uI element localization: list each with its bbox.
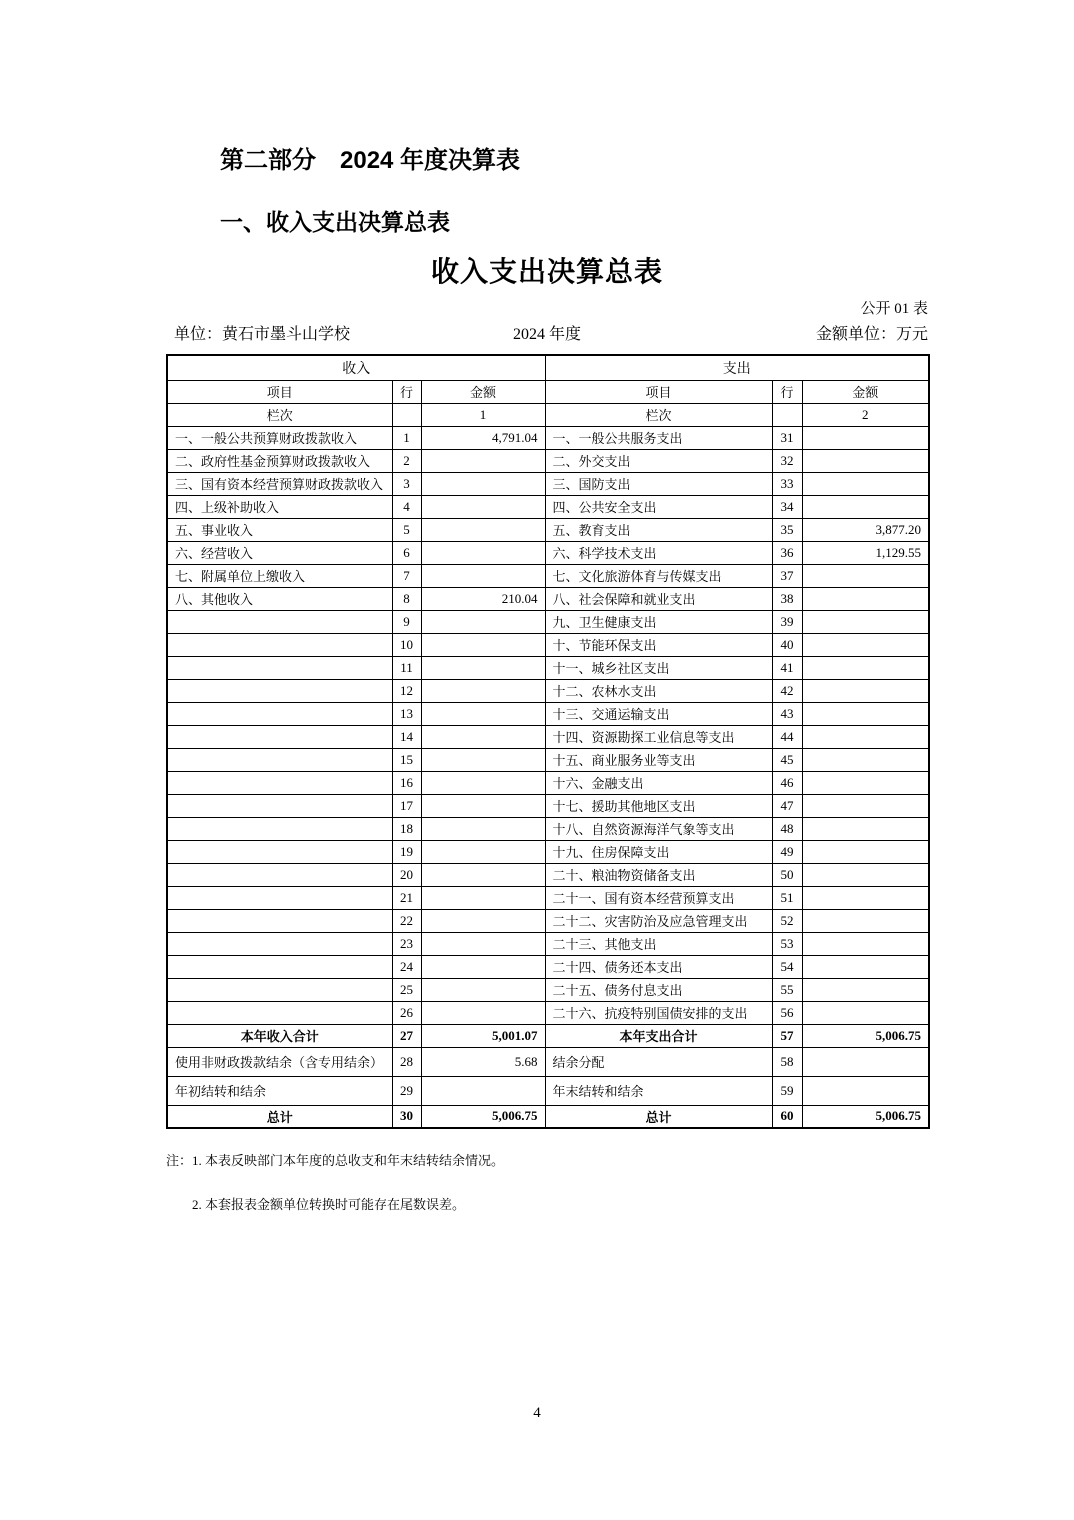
income-item-cell: 使用非财政拨款结余（含专用结余） (167, 1047, 392, 1076)
income-line-cell: 9 (392, 610, 421, 633)
expense-amount-cell (802, 886, 929, 909)
income-line-cell: 10 (392, 633, 421, 656)
table-row (167, 863, 929, 886)
income-amount-cell (421, 495, 545, 518)
income-item-cell (167, 955, 392, 978)
expense-line-cell: 54 (772, 955, 802, 978)
table-row (167, 426, 929, 449)
expense-line-cell: 49 (772, 840, 802, 863)
expense-amount-cell (802, 702, 929, 725)
income-item-cell: 一、一般公共预算财政拨款收入 (167, 426, 392, 449)
table-row (167, 472, 929, 495)
income-amount-cell (421, 817, 545, 840)
income-amount-cell (421, 1076, 545, 1105)
income-item-cell (167, 932, 392, 955)
expense-item-cell: 二十一、国有资本经营预算支出 (545, 886, 772, 909)
income-line-header: 行 (392, 380, 421, 403)
income-item-cell (167, 1001, 392, 1024)
income-line-cell: 18 (392, 817, 421, 840)
expense-line-cell: 43 (772, 702, 802, 725)
expense-amount-cell (802, 587, 929, 610)
expense-line-cell: 41 (772, 656, 802, 679)
expense-item-cell: 五、教育支出 (545, 518, 772, 541)
income-amount-cell (421, 909, 545, 932)
expense-line-cell: 44 (772, 725, 802, 748)
table-row (167, 771, 929, 794)
expense-item-cell: 十四、资源勘探工业信息等支出 (545, 725, 772, 748)
expense-amount-cell (802, 771, 929, 794)
income-index-line-cell (392, 403, 421, 426)
expense-item-cell: 二、外交支出 (545, 449, 772, 472)
income-amount-cell (421, 472, 545, 495)
amount-unit-label: 金额单位：万元 (815, 326, 928, 343)
expense-item-cell: 年末结转和结余 (545, 1076, 772, 1105)
income-amount-cell (421, 518, 545, 541)
expense-item-cell: 二十、粮油物资储备支出 (545, 863, 772, 886)
income-amount-cell (421, 656, 545, 679)
income-amount-cell (421, 978, 545, 1001)
income-item-cell: 七、附属单位上缴收入 (167, 564, 392, 587)
expense-item-cell: 十五、商业服务业等支出 (545, 748, 772, 771)
expense-line-cell: 38 (772, 587, 802, 610)
income-item-cell (167, 886, 392, 909)
expense-line-cell: 42 (772, 679, 802, 702)
expense-amount-cell (802, 794, 929, 817)
income-line-cell: 23 (392, 932, 421, 955)
expense-item-cell: 三、国防支出 (545, 472, 772, 495)
table-group-header-row (167, 355, 929, 380)
expense-item-cell: 六、科学技术支出 (545, 541, 772, 564)
income-line-cell: 7 (392, 564, 421, 587)
income-item-cell (167, 909, 392, 932)
income-line-cell: 22 (392, 909, 421, 932)
expense-item-cell: 十九、住房保障支出 (545, 840, 772, 863)
table-title: 收入支出决算总表 (430, 257, 663, 288)
income-item-cell: 本年收入合计 (167, 1024, 392, 1047)
expense-line-cell: 51 (772, 886, 802, 909)
table-row (167, 1001, 929, 1024)
income-line-cell: 27 (392, 1024, 421, 1047)
expense-item-cell: 十三、交通运输支出 (545, 702, 772, 725)
expense-line-cell: 46 (772, 771, 802, 794)
expense-item-cell: 十六、金融支出 (545, 771, 772, 794)
income-amount-cell (421, 449, 545, 472)
income-amount-cell (421, 955, 545, 978)
income-amount-cell (421, 794, 545, 817)
income-item-cell (167, 978, 392, 1001)
income-column-number: 1 (421, 403, 545, 426)
income-line-cell: 30 (392, 1105, 421, 1128)
income-line-cell: 14 (392, 725, 421, 748)
table-row (167, 1047, 929, 1076)
income-item-cell: 六、经营收入 (167, 541, 392, 564)
expense-item-cell: 四、公共安全支出 (545, 495, 772, 518)
income-line-cell: 2 (392, 449, 421, 472)
income-amount-cell (421, 564, 545, 587)
expense-amount-cell (802, 1001, 929, 1024)
income-item-cell: 四、上级补助收入 (167, 495, 392, 518)
expense-group-header: 支出 (545, 355, 929, 380)
expense-line-cell: 35 (772, 518, 802, 541)
table-row (167, 518, 929, 541)
fiscal-year-label: 2024 年度 (512, 326, 582, 343)
income-amount-cell: 5.68 (421, 1047, 545, 1076)
expense-amount-cell: 5,006.75 (802, 1105, 929, 1128)
income-amount-cell (421, 863, 545, 886)
expense-amount-cell (802, 1047, 929, 1076)
table-row (167, 1076, 929, 1105)
expense-item-cell: 二十五、债务付息支出 (545, 978, 772, 1001)
income-amount-cell (421, 725, 545, 748)
expense-item-cell: 十、节能环保支出 (545, 633, 772, 656)
income-line-cell: 11 (392, 656, 421, 679)
income-item-cell (167, 863, 392, 886)
income-amount-cell (421, 748, 545, 771)
table-notes (166, 1150, 928, 1238)
income-item-cell (167, 610, 392, 633)
expense-amount-cell (802, 564, 929, 587)
expense-item-cell: 二十三、其他支出 (545, 932, 772, 955)
expense-index-label: 栏次 (545, 403, 772, 426)
table-index-row (167, 403, 929, 426)
income-amount-cell (421, 840, 545, 863)
income-item-cell (167, 633, 392, 656)
income-item-cell: 年初结转和结余 (167, 1076, 392, 1105)
expense-line-cell: 37 (772, 564, 802, 587)
expense-amount-cell (802, 472, 929, 495)
table-row (167, 817, 929, 840)
table-row (167, 886, 929, 909)
expense-item-cell: 十二、农林水支出 (545, 679, 772, 702)
expense-item-cell: 八、社会保障和就业支出 (545, 587, 772, 610)
income-line-cell: 19 (392, 840, 421, 863)
income-item-header: 项目 (167, 380, 392, 403)
income-amount-cell (421, 1001, 545, 1024)
expense-amount-cell: 1,129.55 (802, 541, 929, 564)
expense-item-cell: 二十六、抗疫特别国债安排的支出 (545, 1001, 772, 1024)
table-row (167, 633, 929, 656)
note-2: 2. 本套报表金额单位转换时可能存在尾数误差。 (192, 1197, 466, 1212)
income-amount-header: 金额 (421, 380, 545, 403)
expense-amount-cell (802, 909, 929, 932)
income-amount-cell (421, 771, 545, 794)
income-line-cell: 17 (392, 794, 421, 817)
table-row (167, 978, 929, 1001)
income-amount-cell: 4,791.04 (421, 426, 545, 449)
expense-line-cell: 55 (772, 978, 802, 1001)
table-row (167, 1105, 929, 1128)
income-item-cell (167, 771, 392, 794)
table-row (167, 725, 929, 748)
table-row (167, 449, 929, 472)
page-number: 4 (533, 1405, 541, 1421)
income-item-cell (167, 656, 392, 679)
expense-amount-cell (802, 932, 929, 955)
income-line-cell: 26 (392, 1001, 421, 1024)
table-row (167, 748, 929, 771)
income-item-cell: 八、其他收入 (167, 587, 392, 610)
expense-item-cell: 本年支出合计 (545, 1024, 772, 1047)
expense-line-cell: 32 (772, 449, 802, 472)
expense-item-cell: 二十二、灾害防治及应急管理支出 (545, 909, 772, 932)
expense-line-cell: 45 (772, 748, 802, 771)
income-line-cell: 21 (392, 886, 421, 909)
income-item-cell: 总计 (167, 1105, 392, 1128)
income-item-cell: 二、政府性基金预算财政拨款收入 (167, 449, 392, 472)
expense-item-header: 项目 (545, 380, 772, 403)
expense-line-cell: 33 (772, 472, 802, 495)
table-row (167, 932, 929, 955)
expense-amount-cell (802, 633, 929, 656)
income-item-cell (167, 702, 392, 725)
income-amount-cell: 5,001.07 (421, 1024, 545, 1047)
table-meta-line (166, 321, 928, 347)
expense-item-cell: 十七、援助其他地区支出 (545, 794, 772, 817)
expense-amount-cell (802, 449, 929, 472)
income-line-cell: 1 (392, 426, 421, 449)
expense-amount-cell (802, 817, 929, 840)
expense-line-cell: 50 (772, 863, 802, 886)
expense-amount-cell (802, 978, 929, 1001)
income-amount-cell: 5,006.75 (421, 1105, 545, 1128)
income-amount-cell (421, 541, 545, 564)
table-row (167, 909, 929, 932)
section-title: 第二部分 2024 年度决算表 (220, 147, 521, 174)
expense-line-cell: 39 (772, 610, 802, 633)
income-line-cell: 13 (392, 702, 421, 725)
income-line-cell: 4 (392, 495, 421, 518)
expense-line-cell: 34 (772, 495, 802, 518)
income-index-label: 栏次 (167, 403, 392, 426)
expense-item-cell: 九、卫生健康支出 (545, 610, 772, 633)
table-row (167, 587, 929, 610)
expense-line-cell: 59 (772, 1076, 802, 1105)
expense-line-cell: 31 (772, 426, 802, 449)
expense-item-cell: 总计 (545, 1105, 772, 1128)
table-row (167, 541, 929, 564)
table-row (167, 564, 929, 587)
table-row (167, 495, 929, 518)
table-row (167, 840, 929, 863)
note-1: 注：1. 本表反映部门本年度的总收支和年末结转结余情况。 (166, 1153, 505, 1168)
income-item-cell (167, 817, 392, 840)
income-amount-cell: 210.04 (421, 587, 545, 610)
expense-amount-cell (802, 1076, 929, 1105)
table-row (167, 610, 929, 633)
income-item-cell: 三、国有资本经营预算财政拨款收入 (167, 472, 392, 495)
expense-item-cell: 二十四、债务还本支出 (545, 955, 772, 978)
income-amount-cell (421, 610, 545, 633)
table-row (167, 955, 929, 978)
expense-line-cell: 60 (772, 1105, 802, 1128)
income-item-cell (167, 679, 392, 702)
expense-line-cell: 36 (772, 541, 802, 564)
income-expense-summary-table (166, 354, 930, 1129)
expense-line-cell: 48 (772, 817, 802, 840)
income-item-cell (167, 725, 392, 748)
income-line-cell: 25 (392, 978, 421, 1001)
expense-column-number: 2 (802, 403, 929, 426)
expense-item-cell: 十八、自然资源海洋气象等支出 (545, 817, 772, 840)
income-amount-cell (421, 633, 545, 656)
income-item-cell: 五、事业收入 (167, 518, 392, 541)
income-line-cell: 6 (392, 541, 421, 564)
income-item-cell (167, 794, 392, 817)
income-amount-cell (421, 679, 545, 702)
income-line-cell: 20 (392, 863, 421, 886)
income-line-cell: 12 (392, 679, 421, 702)
unit-name-label: 单位：黄石市墨斗山学校 (174, 326, 351, 343)
table-row (167, 1024, 929, 1047)
expense-item-cell: 结余分配 (545, 1047, 772, 1076)
expense-line-cell: 53 (772, 932, 802, 955)
expense-amount-cell: 5,006.75 (802, 1024, 929, 1047)
expense-line-header: 行 (772, 380, 802, 403)
expense-line-cell: 56 (772, 1001, 802, 1024)
income-group-header: 收入 (167, 355, 545, 380)
expense-amount-cell (802, 863, 929, 886)
table-code-label: 公开 01 表 (860, 301, 928, 317)
expense-line-cell: 47 (772, 794, 802, 817)
expense-amount-cell (802, 679, 929, 702)
expense-amount-cell (802, 725, 929, 748)
income-item-cell (167, 748, 392, 771)
income-line-cell: 5 (392, 518, 421, 541)
income-item-cell (167, 840, 392, 863)
expense-index-line-cell (772, 403, 802, 426)
subsection-title: 一、收入支出决算总表 (220, 209, 450, 235)
expense-item-cell: 一、一般公共服务支出 (545, 426, 772, 449)
income-line-cell: 16 (392, 771, 421, 794)
income-line-cell: 3 (392, 472, 421, 495)
expense-item-cell: 七、文化旅游体育与传媒支出 (545, 564, 772, 587)
income-amount-cell (421, 702, 545, 725)
expense-amount-header: 金额 (802, 380, 929, 403)
table-row (167, 702, 929, 725)
expense-amount-cell (802, 495, 929, 518)
table-row (167, 679, 929, 702)
income-line-cell: 8 (392, 587, 421, 610)
table-column-header-row (167, 380, 929, 403)
expense-amount-cell (802, 656, 929, 679)
table-row (167, 794, 929, 817)
expense-line-cell: 52 (772, 909, 802, 932)
expense-line-cell: 57 (772, 1024, 802, 1047)
expense-line-cell: 58 (772, 1047, 802, 1076)
income-amount-cell (421, 886, 545, 909)
expense-amount-cell (802, 426, 929, 449)
table-row (167, 656, 929, 679)
expense-amount-cell (802, 748, 929, 771)
income-amount-cell (421, 932, 545, 955)
expense-amount-cell (802, 610, 929, 633)
income-line-cell: 15 (392, 748, 421, 771)
expense-item-cell: 十一、城乡社区支出 (545, 656, 772, 679)
income-line-cell: 24 (392, 955, 421, 978)
expense-amount-cell: 3,877.20 (802, 518, 929, 541)
income-line-cell: 28 (392, 1047, 421, 1076)
expense-amount-cell (802, 955, 929, 978)
income-line-cell: 29 (392, 1076, 421, 1105)
expense-line-cell: 40 (772, 633, 802, 656)
expense-amount-cell (802, 840, 929, 863)
